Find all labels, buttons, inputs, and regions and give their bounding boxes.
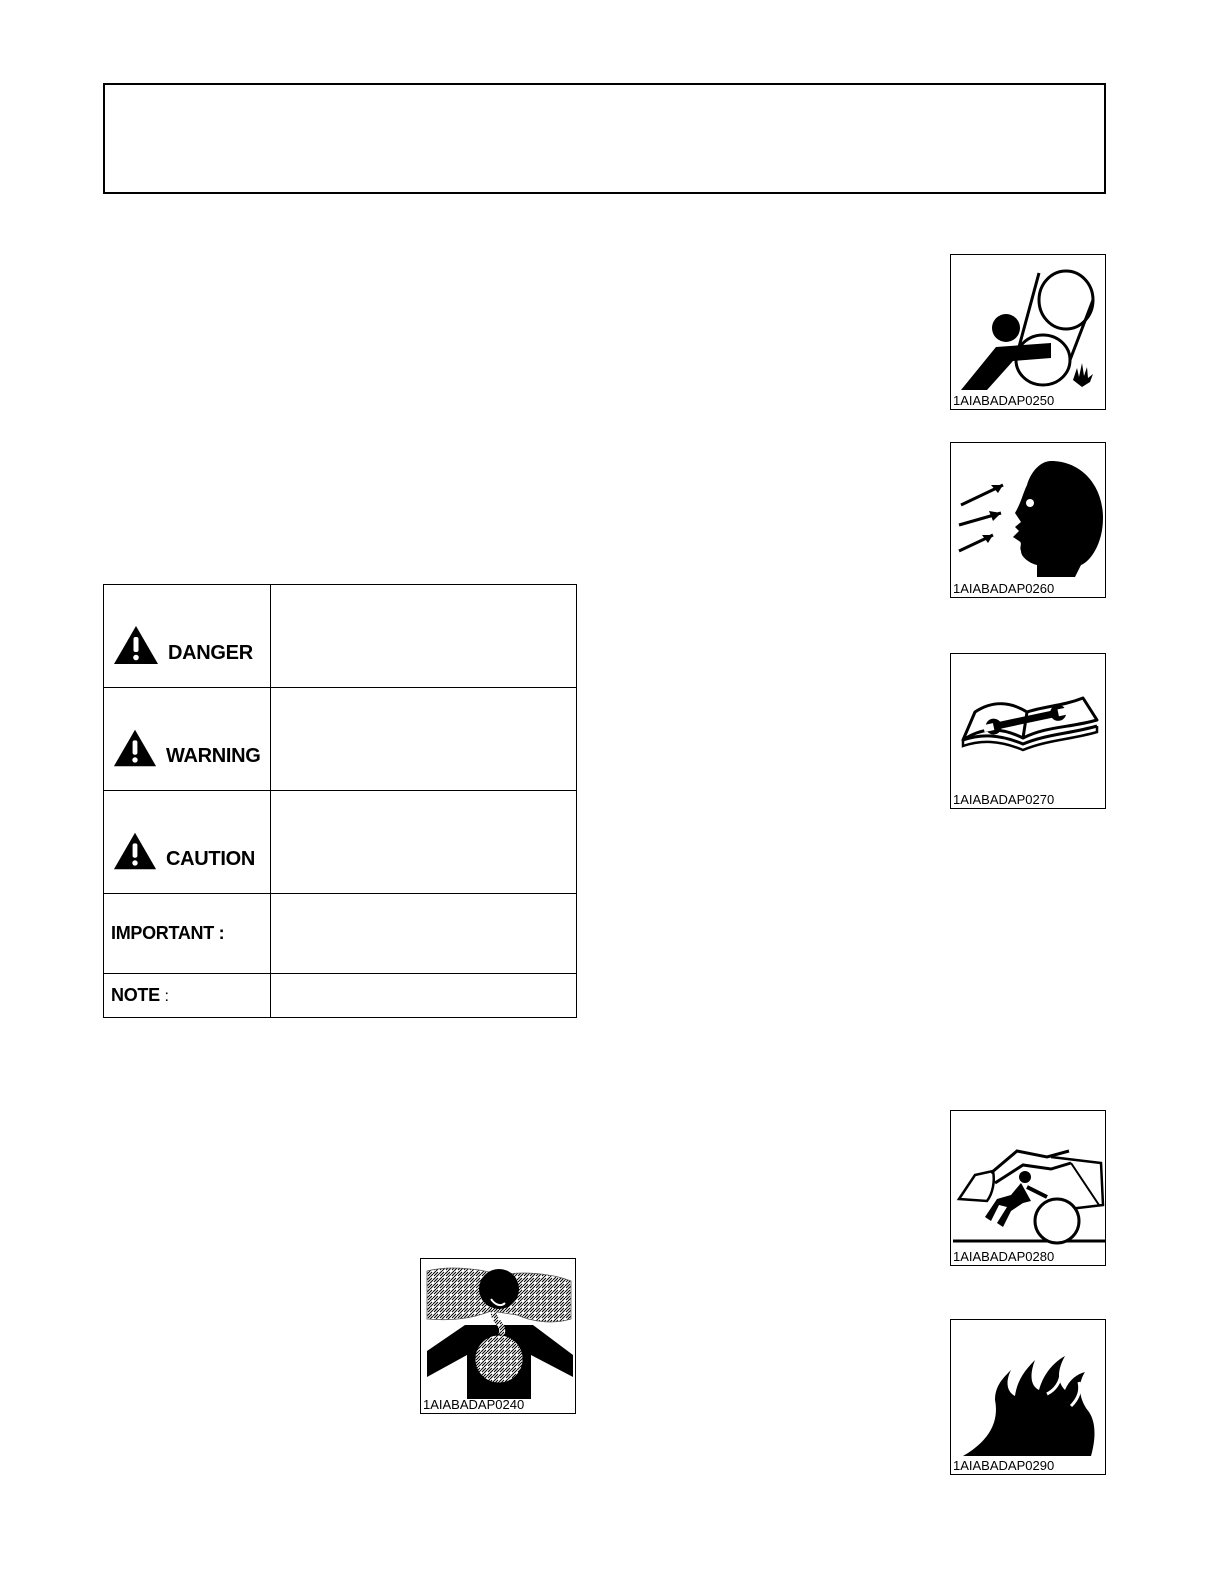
pictogram-code: 1AIABADAP0260 <box>953 581 1055 596</box>
flying-debris-icon <box>951 443 1105 583</box>
run-over-icon <box>951 1111 1105 1251</box>
table-row <box>104 894 577 974</box>
note-label-cell <box>104 974 271 1018</box>
service-manual-pictogram <box>950 653 1106 809</box>
entanglement-icon <box>951 255 1105 395</box>
service-manual-icon <box>951 654 1105 794</box>
pictogram-code: 1AIABADAP0270 <box>953 792 1055 807</box>
important-label-cell <box>104 894 271 974</box>
warning-triangle-icon <box>112 624 160 666</box>
run-over-pictogram <box>950 1110 1106 1266</box>
warning-triangle-icon <box>112 830 158 872</box>
important-signal-word: IMPORTANT : <box>111 923 225 943</box>
table-row <box>104 974 577 1018</box>
flying-debris-pictogram <box>950 442 1106 598</box>
caution-label-cell <box>104 791 271 894</box>
toxic-fumes-icon <box>421 1259 575 1399</box>
note-signal-word <box>104 985 169 1005</box>
danger-signal-word: DANGER <box>168 641 253 664</box>
danger-label-cell <box>104 585 271 688</box>
pictogram-code: 1AIABADAP0280 <box>953 1249 1055 1264</box>
signal-word-table <box>103 584 577 1018</box>
warning-description-cell <box>271 688 577 791</box>
caution-description-cell <box>271 791 577 894</box>
entanglement-pictogram <box>950 254 1106 410</box>
pictogram-code: 1AIABADAP0290 <box>953 1458 1055 1473</box>
pictogram-code: 1AIABADAP0250 <box>953 393 1055 408</box>
header-title-box <box>103 83 1106 194</box>
note-word: NOTE <box>111 985 160 1005</box>
danger-description-cell <box>271 585 577 688</box>
table-row <box>104 585 577 688</box>
caution-signal-word: CAUTION <box>166 847 256 870</box>
warning-signal-word: WARNING <box>166 744 261 767</box>
fire-icon <box>951 1320 1105 1460</box>
pictogram-code: 1AIABADAP0240 <box>423 1397 525 1412</box>
important-description-cell <box>271 894 577 974</box>
note-colon: : <box>164 988 169 1005</box>
warning-label-cell <box>104 688 271 791</box>
table-row <box>104 688 577 791</box>
toxic-fumes-pictogram <box>420 1258 576 1414</box>
note-description-cell <box>271 974 577 1018</box>
warning-triangle-icon <box>112 727 158 769</box>
fire-pictogram <box>950 1319 1106 1475</box>
table-row <box>104 791 577 894</box>
